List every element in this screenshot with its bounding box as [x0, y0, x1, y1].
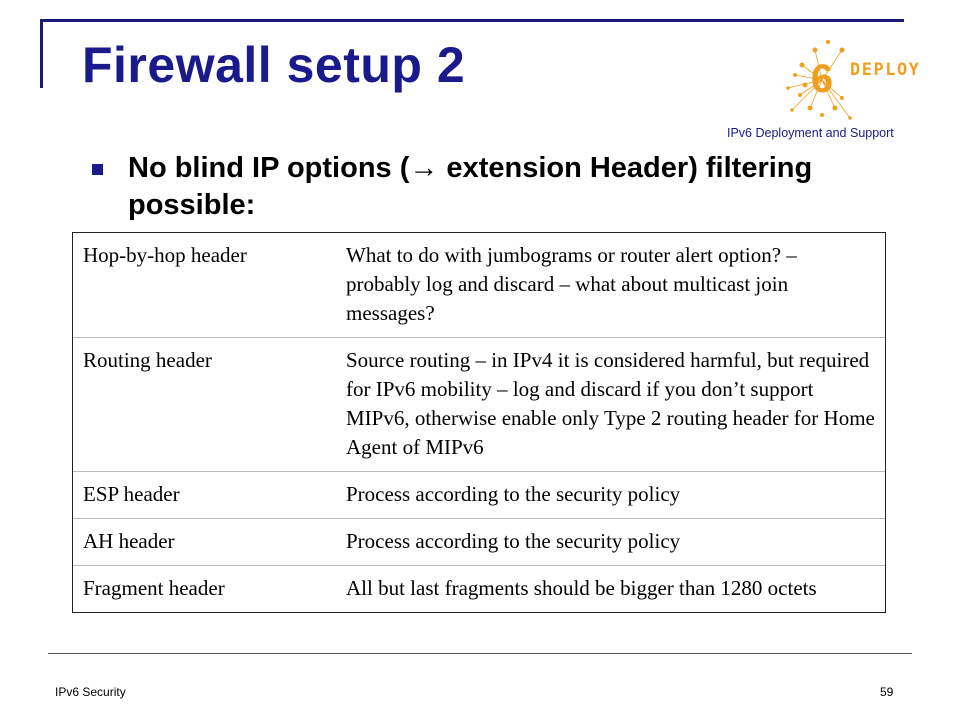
- page-number: 59: [880, 685, 894, 699]
- handling-cell: Source routing – in IPv4 it is considered harmful, but required for IPv6 mobility – log and discard if you don’t support MIPv6, otherwise enable only Type 2 routing header for Home Agent of MIPv6: [346, 348, 875, 459]
- header-type-cell: Routing header: [83, 348, 212, 372]
- handling-cell: All but last fragments should be bigger than 1280 octets: [346, 576, 817, 600]
- table-row: [73, 519, 885, 566]
- header-type-cell: AH header: [83, 529, 175, 553]
- left-border-line: [40, 19, 43, 88]
- header-type-cell: ESP header: [83, 482, 180, 506]
- handling-cell: What to do with jumbograms or router alert option? – probably log and discard – what about multicast join messages?: [346, 243, 797, 325]
- footer-title: IPv6 Security: [55, 685, 126, 699]
- top-border-line: [40, 19, 904, 22]
- table-row: [73, 472, 885, 519]
- logo-caption: IPv6 Deployment and Support: [727, 126, 894, 140]
- table-body: [73, 233, 885, 612]
- 6deploy-logo: [780, 30, 950, 125]
- table-row: [73, 233, 885, 338]
- footer-divider: [48, 653, 912, 654]
- slide-title: Firewall setup 2: [82, 37, 466, 93]
- header-type-cell: Fragment header: [83, 576, 225, 600]
- logo-digit: 6: [810, 57, 834, 101]
- table-row: [73, 566, 885, 613]
- bullet-square-icon: [92, 164, 103, 175]
- table-row: [73, 338, 885, 472]
- extension-header-table: [72, 232, 886, 613]
- header-type-cell: Hop-by-hop header: [83, 243, 247, 267]
- bullet-heading: No blind IP options (→ extension Header) filtering possible:: [128, 152, 813, 221]
- logo-word: DEPLOY: [850, 60, 921, 80]
- handling-cell: Process according to the security policy: [346, 529, 681, 553]
- handling-cell: Process according to the security policy: [346, 482, 681, 506]
